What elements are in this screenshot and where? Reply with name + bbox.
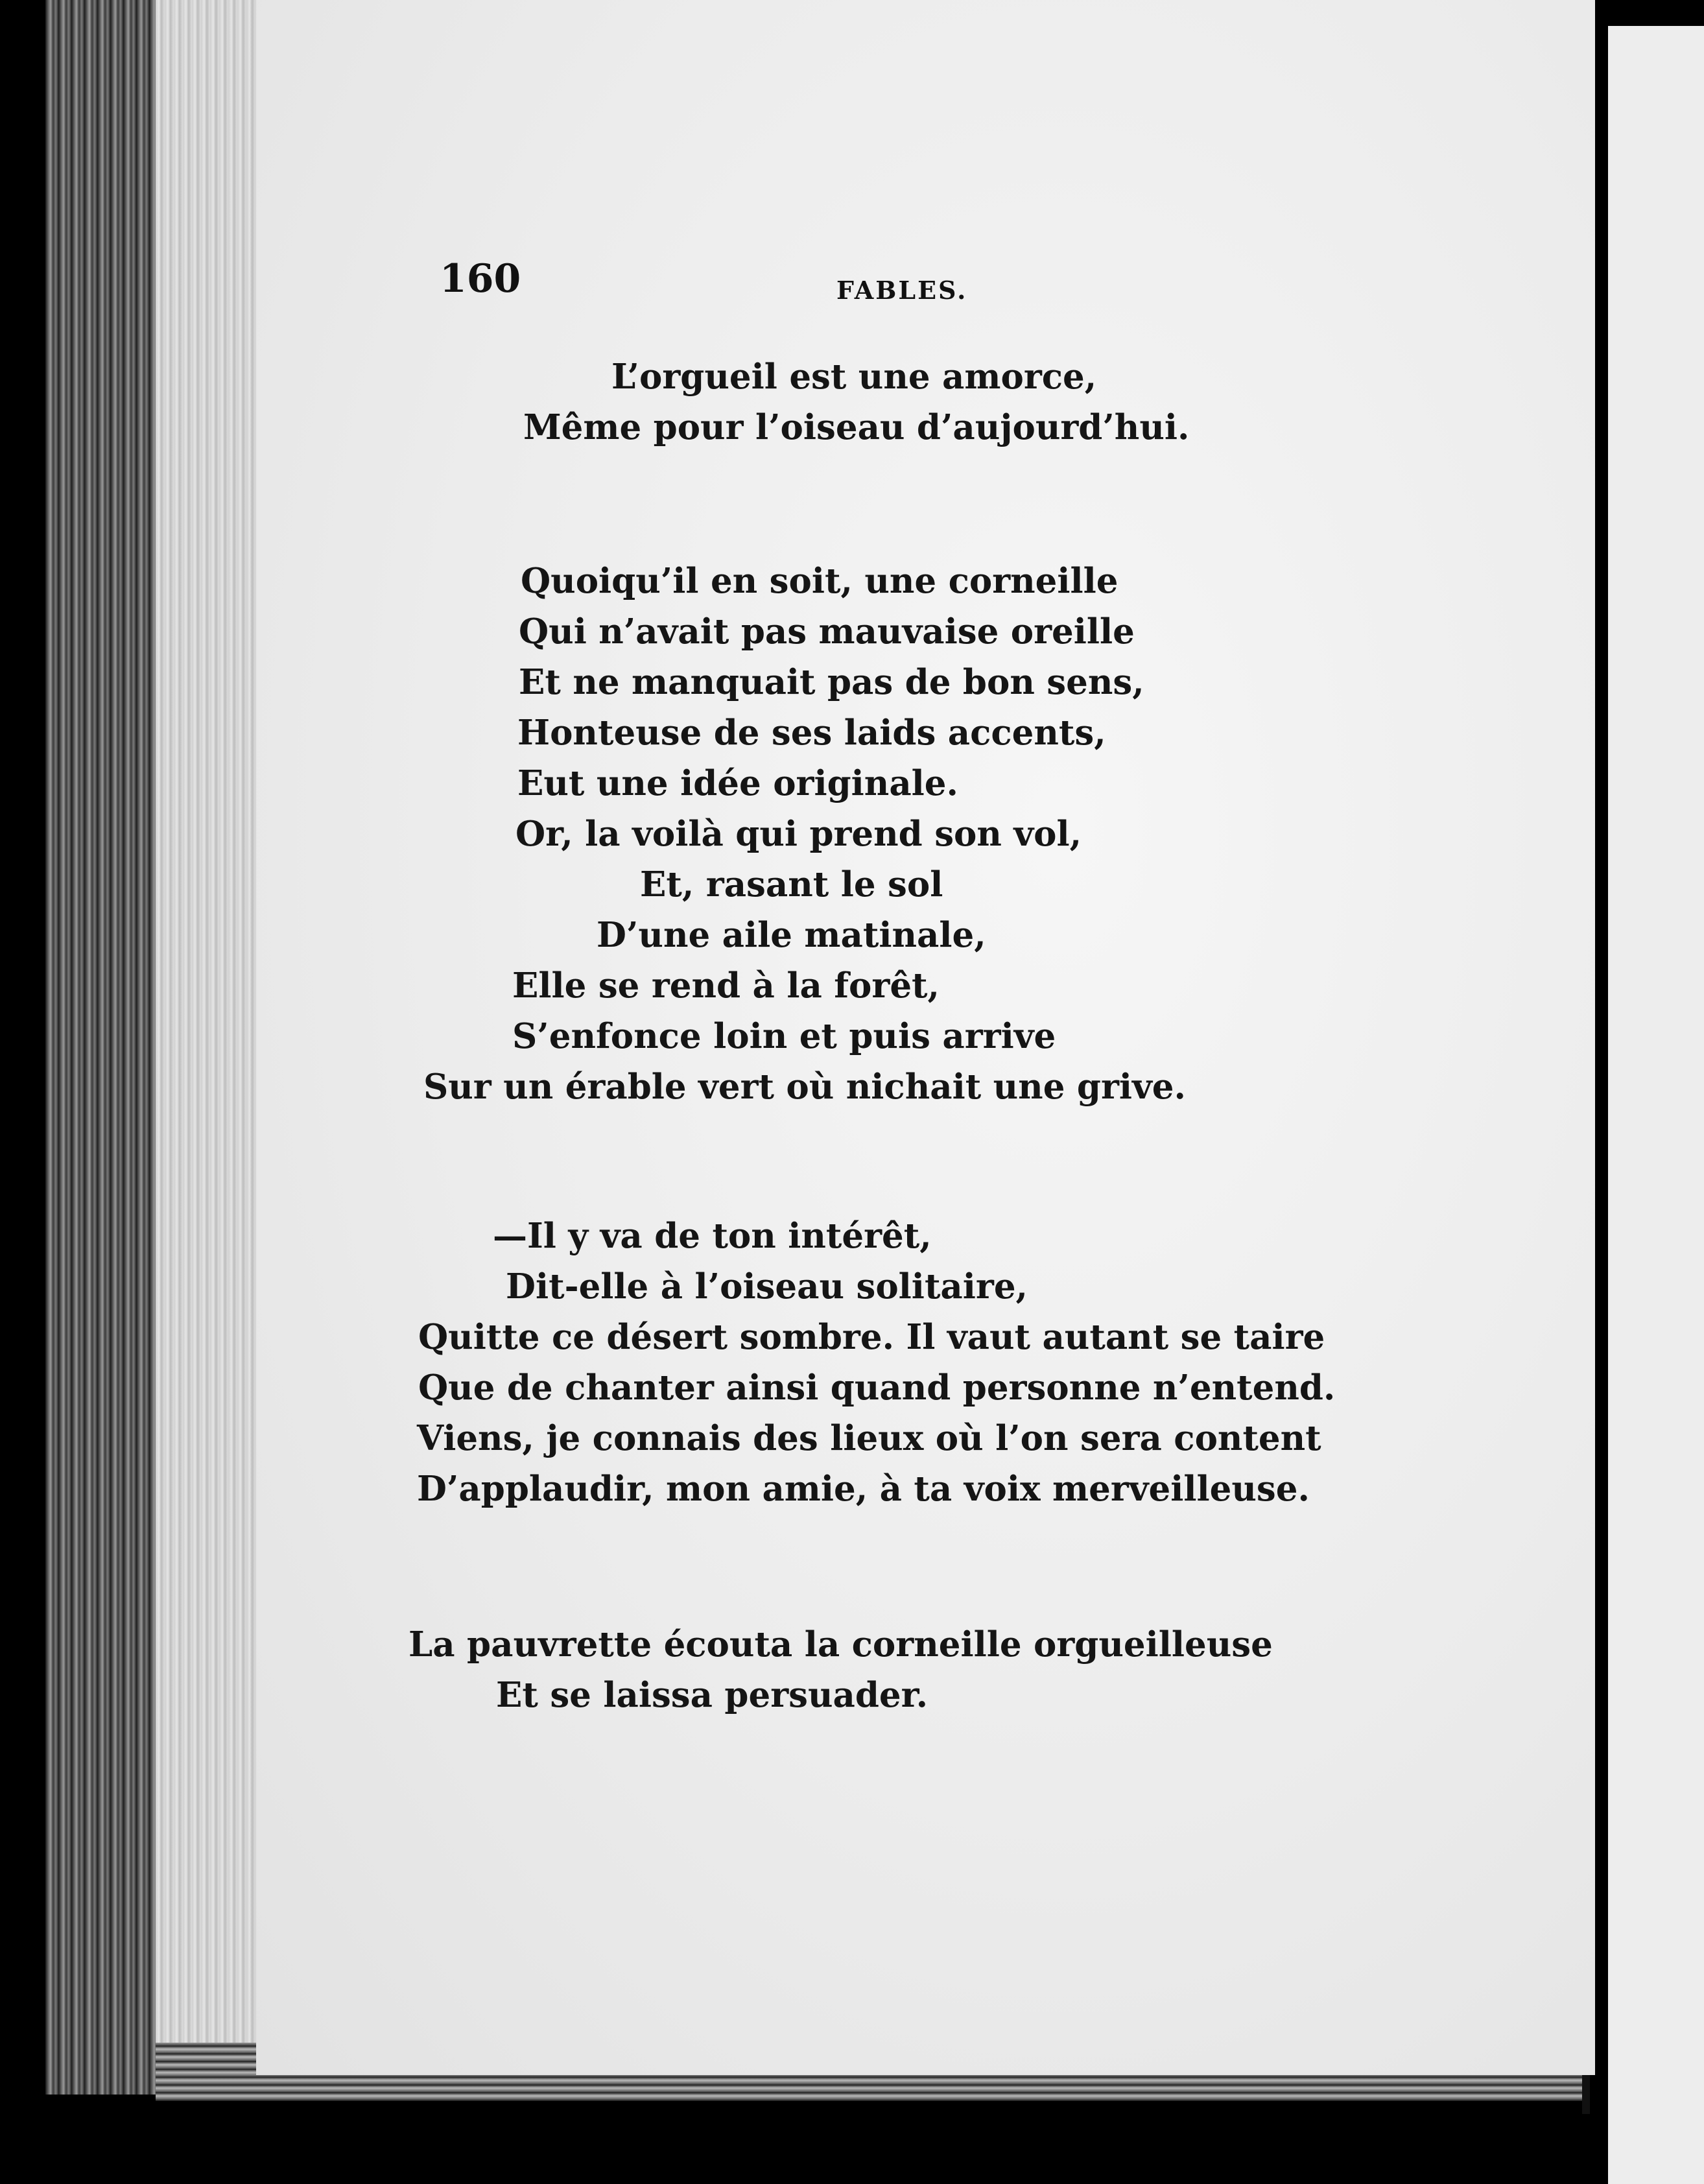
page-edges-highlight <box>156 0 259 2075</box>
verse-line: Sur un érable vert où nichait une grive. <box>423 1067 1186 1107</box>
running-title: FABLES. <box>836 276 968 305</box>
verse-line: Et se laissa persuader. <box>496 1675 929 1715</box>
book-page <box>256 0 1595 2075</box>
verse-line: L’orgueil est une amorce, <box>611 357 1097 397</box>
verse-line: Et, rasant le sol <box>640 864 943 905</box>
verse-line: Dit-elle à l’oiseau solitaire, <box>506 1266 1028 1307</box>
running-head <box>256 256 1595 315</box>
next-page-sliver <box>1608 26 1704 2184</box>
verse-line: Honteuse de ses laids accents, <box>517 713 1106 753</box>
verse-line: Qui n’avait pas mauvaise oreille <box>519 611 1135 652</box>
verse-line: Que de chanter ainsi quand personne n’entend. <box>418 1368 1336 1408</box>
page-number: 160 <box>440 256 521 302</box>
verse-line: Or, la voilà qui prend son vol, <box>515 814 1082 854</box>
verse-line: Viens, je connais des lieux où l’on sera content <box>417 1418 1321 1458</box>
verse-line: Et ne manquait pas de bon sens, <box>519 662 1144 702</box>
verse-line: Quitte ce désert sombre. Il vaut autant se taire <box>418 1317 1325 1357</box>
verse-line: Même pour l’oiseau d’aujourd’hui. <box>523 407 1190 447</box>
verse-line: La pauvrette écouta la corneille orgueilleuse <box>408 1624 1273 1665</box>
verse-line: D’une aile matinale, <box>597 915 986 955</box>
verse-line: S’enfonce loin et puis arrive <box>512 1016 1056 1056</box>
verse-line: Elle se rend à la forêt, <box>512 966 940 1006</box>
verse-line: Quoiqu’il en soit, une corneille <box>521 561 1118 601</box>
verse-line: —Il y va de ton intérêt, <box>493 1216 932 1256</box>
verse-line: D’applaudir, mon amie, à ta voix merveilleuse. <box>417 1469 1310 1509</box>
verse-line: Eut une idée originale. <box>517 763 958 803</box>
